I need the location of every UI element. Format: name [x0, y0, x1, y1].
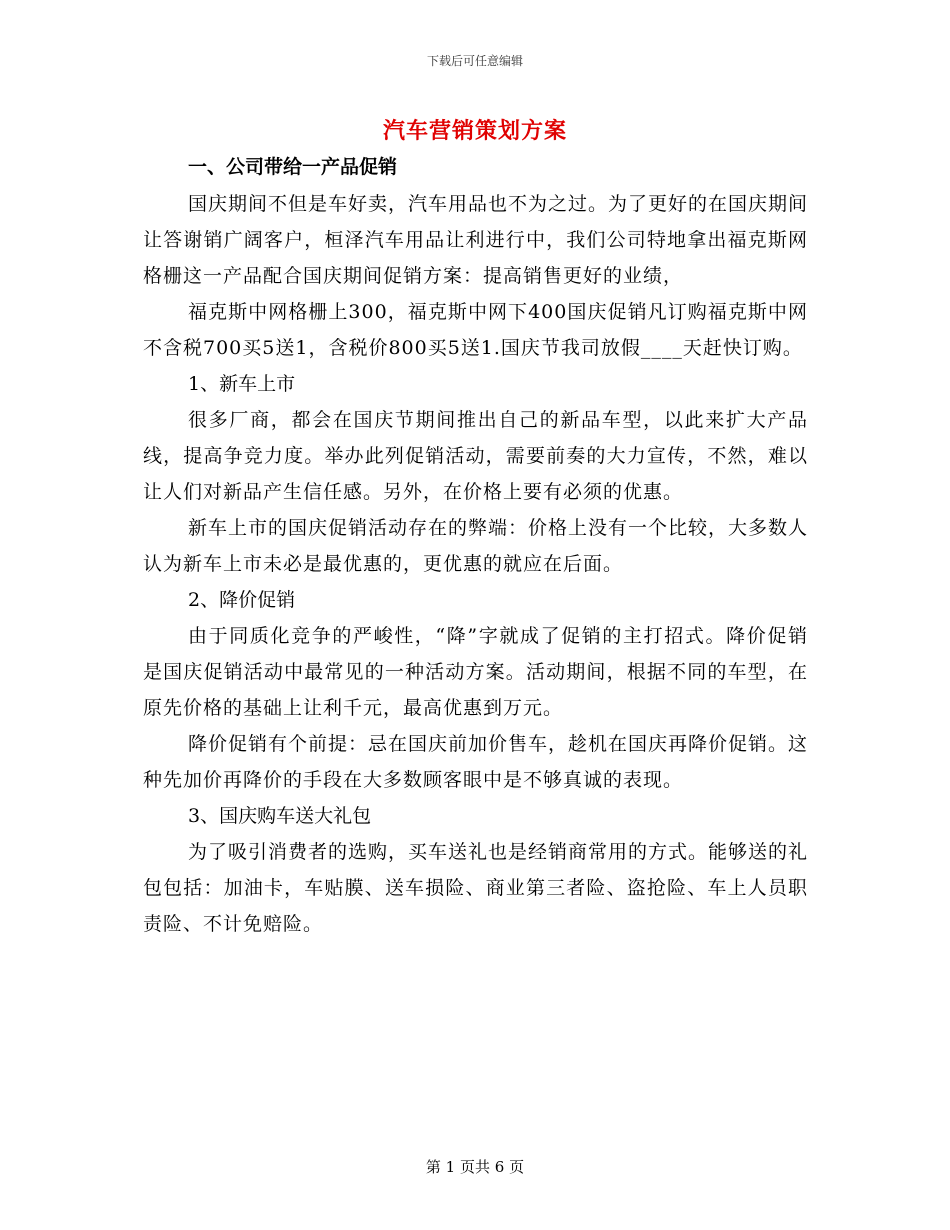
- page-footer: 第 1 页共 6 页: [425, 1158, 525, 1176]
- header-note: 下载后可任意编辑: [426, 54, 523, 68]
- document-body: [143, 148, 808, 942]
- paragraph-4: 新车上市的国庆促销活动存在的弊端：价格上没有一个比较，大多数人认为新车上市未必是最优惠的，更优惠的就应在后面。: [143, 517, 809, 575]
- paragraph-2: 福克斯中网格栅上300，福克斯中网下400国庆促销凡订购福克斯中网不含税700买5送1，含税价800买5送1.国庆节我司放假____天赶快订购。: [143, 301, 808, 359]
- section-heading-1: 一、公司带给一产品促销: [188, 156, 398, 178]
- subheading-price-cut: 2、降价促销: [188, 589, 296, 611]
- document-title: 汽车营销策划方案: [382, 119, 567, 144]
- subheading-new-car: 1、新车上市: [188, 373, 296, 395]
- paragraph-1: 国庆期间不但是车好卖，汽车用品也不为之过。为了更好的在国庆期间让答谢销广阔客户，桓泽汽车用品让利进行中，我们公司特地拿出福克斯网格栅这一产品配合国庆期间促销方案：提高销售更好的业绩，: [143, 193, 809, 287]
- paragraph-7: 为了吸引消费者的选购，买车送礼也是经销商常用的方式。能够送的礼包包括：加油卡，车贴膜、送车损险、商业第三者险、盗抢险、车上人员职责险、不计免赔险。: [143, 841, 809, 935]
- subheading-gift-pack: 3、国庆购车送大礼包: [188, 805, 372, 827]
- paragraph-5: 由于同质化竞争的严峻性，“降”字就成了促销的主打招式。降价促销是国庆促销活动中最常见的一种活动方案。活动期间，根据不同的车型，在原先价格的基础上让利千元，最高优惠到万元。: [143, 625, 808, 719]
- paragraph-3: 很多厂商，都会在国庆节期间推出自己的新品车型，以此来扩大产品线，提高争竞力度。举办此列促销活动，需要前奏的大力宣传，不然，难以让人们对新品产生信任感。另外，在价格上要有必须的优惠。: [143, 409, 808, 503]
- paragraph-6: 降价促销有个前提：忌在国庆前加价售车，趁机在国庆再降价促销。这种先加价再降价的手段在大多数顾客眼中是不够真诚的表现。: [143, 733, 809, 791]
